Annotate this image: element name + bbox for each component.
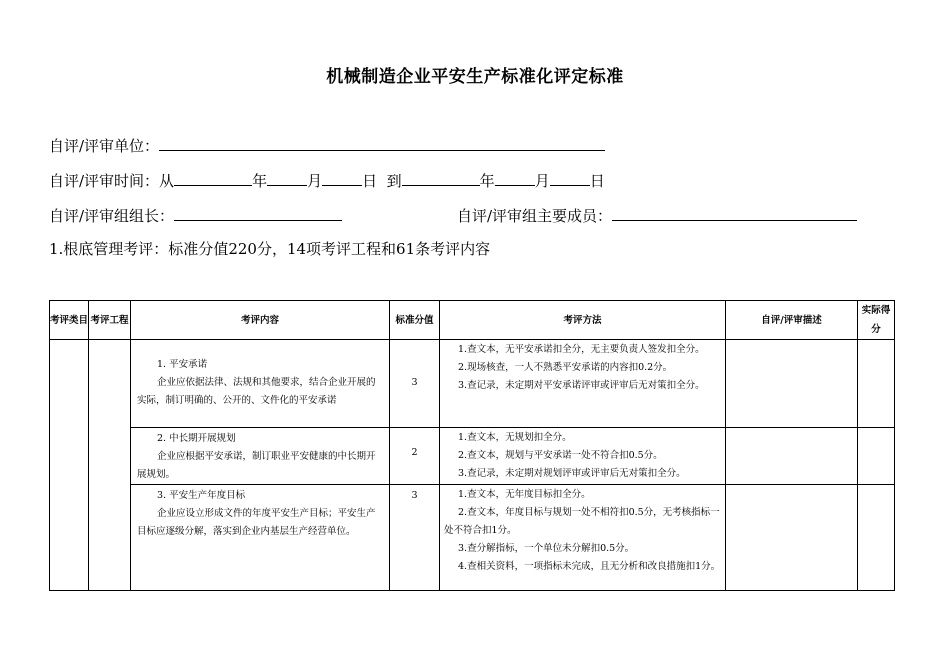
header-score: 标准分值 (390, 301, 440, 340)
method-line: 2.现场核查，一人不熟悉平安承诺的内容扣0.2分。 (458, 362, 673, 373)
audit-unit-blank[interactable] (159, 134, 605, 151)
content-item-title: 3. 平安生产年度目标 (157, 490, 246, 501)
end-month-blank[interactable] (495, 169, 535, 186)
end-year-blank[interactable] (402, 169, 480, 186)
audit-members-line (457, 204, 857, 224)
year-label-2: 年 (479, 172, 495, 190)
score-cell (390, 340, 440, 428)
score-cell (390, 485, 440, 591)
score-value: 2 (411, 447, 418, 458)
method-line: 3.查记录，未定期对平安承诺评审或评审后无对策扣全分。 (458, 380, 705, 391)
table-row (50, 485, 895, 591)
section-heading: 1.根底管理考评：标准分值220分，14项考评工程和61条考评内容 (49, 240, 491, 258)
content-item-title: 2. 中长期开展规划 (157, 433, 236, 444)
method-cell (440, 340, 726, 428)
method-line: 2.查文本，规划与平安承诺一处不符合扣0.5分。 (458, 450, 663, 461)
header-category: 考评类目 (50, 301, 89, 340)
actual-score-cell[interactable] (858, 485, 895, 591)
actual-score-cell[interactable] (858, 340, 895, 428)
audit-leader-blank[interactable] (174, 204, 342, 221)
audit-time-line (49, 169, 605, 189)
audit-unit-label: 自评/评审单位： (49, 137, 160, 155)
project-cell (89, 340, 131, 591)
audit-members-label: 自评/评审组主要成员： (457, 207, 613, 225)
content-item-desc: 企业应依据法律、法规和其他要求，结合企业开展的实际，制订明确的、公开的、文件化的平安承诺 (137, 377, 376, 406)
content-item-title: 1. 平安承诺 (157, 359, 208, 370)
method-line: 3.查分解指标，一个单位未分解扣0.5分。 (458, 543, 635, 554)
year-label: 年 (252, 172, 268, 190)
description-cell[interactable] (726, 340, 858, 428)
content-cell (131, 428, 390, 485)
month-label: 月 (307, 172, 323, 190)
content-cell (131, 485, 390, 591)
actual-score-cell[interactable] (858, 428, 895, 485)
method-line: 4.查相关资料，一项指标未完成，且无分析和改良措施扣1分。 (458, 561, 721, 572)
description-cell[interactable] (726, 428, 858, 485)
method-line: 1.查文本，无规划扣全分。 (458, 432, 572, 443)
method-line: 2.查文本，年度目标与规划一处不相符扣0.5分，无考核指标一处不符合扣1分。 (444, 507, 720, 536)
audit-unit-line (49, 134, 605, 154)
header-content: 考评内容 (131, 301, 390, 340)
header-description: 自评/评审描述 (726, 301, 858, 340)
audit-members-blank[interactable] (612, 204, 857, 221)
table-header-row (50, 301, 895, 340)
start-day-blank[interactable] (322, 169, 362, 186)
method-line: 1.查文本，无年度目标扣全分。 (458, 489, 591, 500)
header-method: 考评方法 (440, 301, 726, 340)
evaluation-table (49, 300, 895, 591)
table-row (50, 340, 895, 428)
audit-leader-line (49, 204, 342, 224)
content-item-desc: 企业应根据平安承诺，制订职业平安健康的中长期开展规划。 (137, 451, 376, 480)
end-day-blank[interactable] (550, 169, 590, 186)
audit-time-label: 自评/评审时间：从 (49, 172, 175, 190)
content-item-desc: 企业应设立形成文件的年度平安生产目标；平安生产目标应逐级分解，落实到企业内基层生产经营单位。 (137, 508, 376, 537)
start-year-blank[interactable] (174, 169, 252, 186)
score-value: 3 (411, 377, 418, 388)
description-cell[interactable] (726, 485, 858, 591)
method-cell (440, 428, 726, 485)
day-label-2: 日 (589, 172, 605, 190)
start-month-blank[interactable] (267, 169, 307, 186)
day-label: 日 (362, 172, 378, 190)
method-line: 3.查记录，未定期对规划评审或评审后无对策扣全分。 (458, 468, 686, 479)
header-actual-score: 实际得分 (858, 301, 895, 340)
audit-leader-label: 自评/评审组组长： (49, 207, 175, 225)
month-label-2: 月 (534, 172, 550, 190)
score-value: 3 (411, 490, 418, 501)
to-label: 到 (386, 172, 402, 190)
document-title: 机械制造企业平安生产标准化评定标准 (326, 67, 624, 87)
score-cell (390, 428, 440, 485)
method-line: 1.查文本，无平安承诺扣全分，无主要负责人签发扣全分。 (458, 344, 705, 355)
category-cell (50, 340, 89, 591)
content-cell (131, 340, 390, 428)
header-project: 考评工程 (89, 301, 131, 340)
table-row (50, 428, 895, 485)
method-cell (440, 485, 726, 591)
